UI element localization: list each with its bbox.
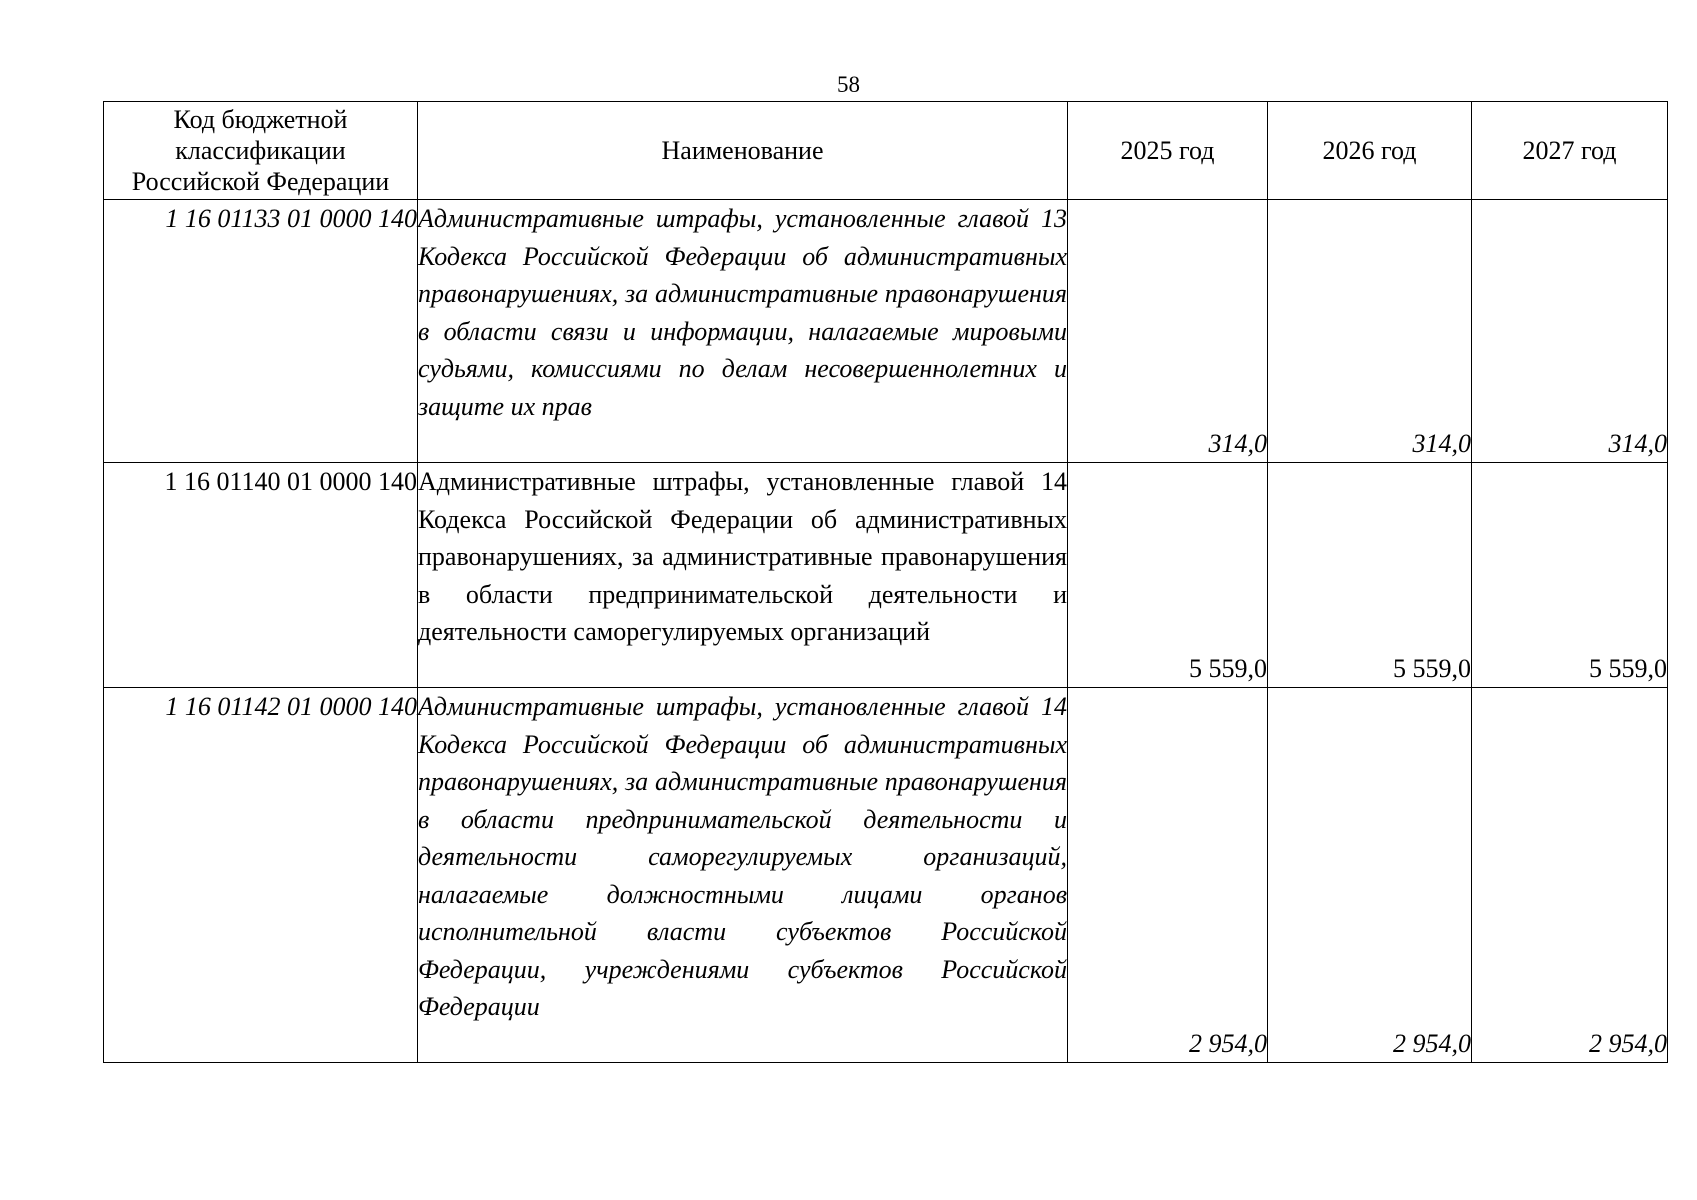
table-row [104, 200, 1668, 463]
row-code: 1 16 01133 01 0000 140 [104, 200, 418, 463]
row-code: 1 16 01142 01 0000 140 [104, 688, 418, 1063]
row-value-2026: 314,0 [1268, 200, 1472, 463]
row-name: Административные штрафы, установленные главой 13 Кодекса Российской Федерации об административных правонарушениях, за административные правонарушения в области связи и информации, налагаемые мировыми судьями, комиссиями по делам несовершеннолетних и защите их прав [418, 200, 1068, 463]
header-2027: 2027 год [1472, 102, 1668, 200]
header-code: Код бюджетной классификации Российской Федерации [104, 102, 418, 200]
row-name: Административные штрафы, установленные главой 14 Кодекса Российской Федерации об административных правонарушениях, за административные правонарушения в области предпринимательской деятельности и деятельности саморегулируемых организаций, налагаемые должностными лицами органов исполнительной власти субъектов Российской Федерации, учреждениями субъектов Российской Федерации [418, 688, 1068, 1063]
row-name: Административные штрафы, установленные главой 14 Кодекса Российской Федерации об административных правонарушениях, за административные правонарушения в области предпринимательской деятельности и деятельности саморегулируемых организаций [418, 463, 1068, 688]
row-value-2027: 2 954,0 [1472, 688, 1668, 1063]
header-2026: 2026 год [1268, 102, 1472, 200]
row-value-2025: 314,0 [1068, 200, 1268, 463]
row-value-2025: 5 559,0 [1068, 463, 1268, 688]
row-value-2027: 314,0 [1472, 200, 1668, 463]
table-header-row [104, 102, 1668, 200]
row-value-2025: 2 954,0 [1068, 688, 1268, 1063]
header-name: Наименование [418, 102, 1068, 200]
budget-table [103, 101, 1668, 1063]
table-row [104, 688, 1668, 1063]
table-row [104, 463, 1668, 688]
row-code: 1 16 01140 01 0000 140 [104, 463, 418, 688]
row-value-2027: 5 559,0 [1472, 463, 1668, 688]
header-2025: 2025 год [1068, 102, 1268, 200]
row-value-2026: 5 559,0 [1268, 463, 1472, 688]
page-number: 58 [837, 72, 860, 97]
row-value-2026: 2 954,0 [1268, 688, 1472, 1063]
